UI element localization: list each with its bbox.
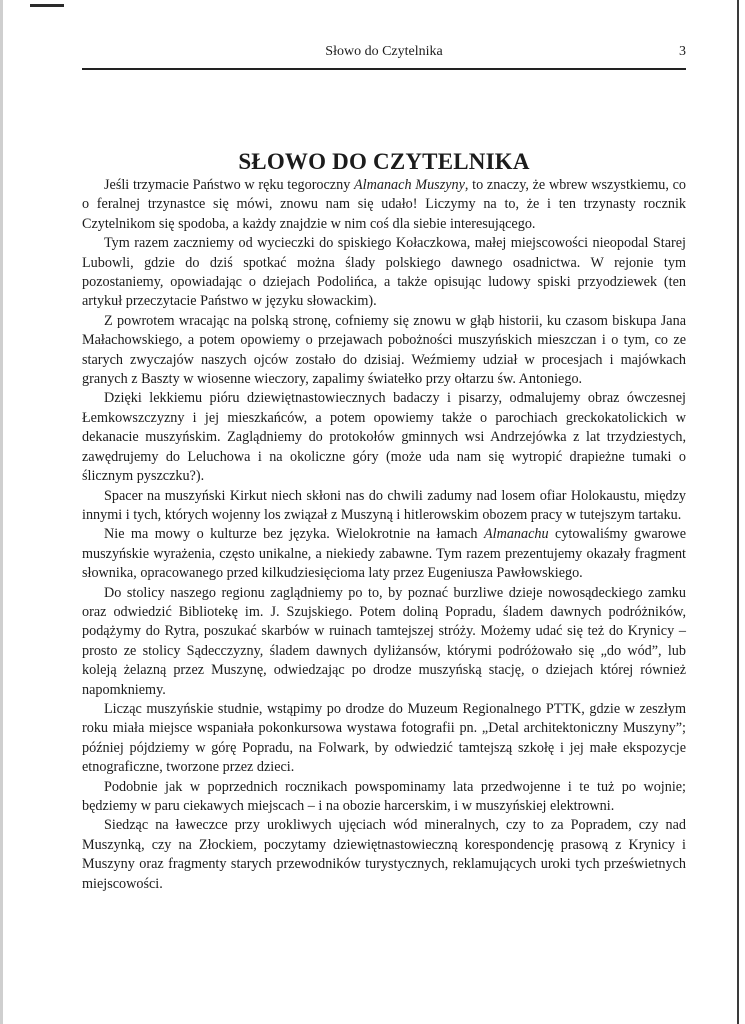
paragraph-text: Licząc muszyńskie studnie, wstąpimy po drodze do Muzeum Regionalnego PTTK, gdzie w zeszłym roku miała miejsce wspaniała pokonkursowa wystawa fotografii pn. „Detal architektoniczny Muszyny”; później pójdziemy w górę Popradu, na Folwark, by odwiedzić tamtejszą szkołę i jej małe ekspozycje etnograficzne, tworzone przez dzieci.: [82, 700, 686, 776]
paragraph-6: [82, 525, 686, 583]
paragraph-5: [82, 487, 686, 526]
paragraph-10: [82, 816, 686, 894]
paragraph-text: cytowaliśmy gwarowe muszyńskie wyrażenia, często unikalne, a niekiedy zabawne. Tym razem prezentujemy okazały fragment słownika, opracowanego przed kilkudziesięcioma laty przez Eugeniusza Pawłowskiego.: [82, 526, 686, 582]
paragraph-9: [82, 778, 686, 817]
paragraph-7: [82, 584, 686, 700]
page-edge-left: [0, 0, 3, 1024]
paragraph-8: [82, 700, 686, 778]
running-title: Słowo do Czytelnika: [325, 44, 443, 59]
paragraph-text: Nie ma mowy o kulturze bez języka. Wielokrotnie na łamach: [104, 526, 484, 543]
paragraph-text: Spacer na muszyński Kirkut niech skłoni nas do chwili zadumy nad losem ofiar Holokaustu, między innymi i tych, których wojenny los związał z Muszyną i hitlerowskim obozem pracy w tutejszym tartaku.: [82, 487, 686, 523]
article-body: [82, 176, 686, 894]
paragraph-text: Podobnie jak w poprzednich rocznikach powspominamy lata przedwojenne i te tuż po wojnie; będziemy w paru ciekawych miejscach – i na obozie harcerskim, i w muszyńskiej elektrowni.: [82, 778, 686, 814]
header-rule: [82, 68, 686, 70]
italic-title-text: Almanachu: [483, 526, 549, 543]
paragraph-2: [82, 234, 686, 312]
paragraph-text: , to znaczy, że wbrew wszystkiemu, co o feralnej trzynastce się mówi, znowu nam się udało! Liczymy na to, że i ten trzynasty rocznik Czytelnikom się spodoba, a każdy znajdzie w nim coś dla siebie interesującego.: [82, 177, 687, 232]
article-title: SŁOWO DO CZYTELNIKA: [238, 149, 530, 175]
paragraph-1: [82, 176, 686, 234]
paragraph-text: Dzięki lekkiemu pióru dziewiętnastowiecznych badaczy i pisarzy, odmalujemy obraz ówczesnej Łemkowszczyzny i jej mieszkańców, a potem opowiemy także o parochiach greckokatolickich w dekanacie muszyńskim. Zaglądniemy do protokołów gminnych wsi Andrzejówka z lat trzydziestych, zawędrujemy do Leluchowa i na okoliczne góry (może uda nam się wytropić drapieżne tumaki o ślicznym pyszczku?).: [82, 390, 686, 485]
paragraph-text: Z powrotem wracając na polską stronę, cofniemy się znowu w głąb historii, ku czasom biskupa Jana Małachowskiego, a potem opowiemy o przejawach pobożności muszyńskich mieszczan i o tym, co ze starych zwyczajów naszych ojców zostało do dzisiaj. Weźmiemy udział w procesjach i majówkach granych z Baszty w wiosenne wieczory, zapalimy światełko przy ołtarzu św. Antoniego.: [82, 312, 686, 388]
corner-mark: [30, 4, 64, 7]
running-header: [82, 44, 686, 64]
paragraph-text: Siedząc na ławeczce przy urokliwych ujęciach wód mineralnych, czy to za Popradem, czy nad Muszynką, czy na Złockiem, poczytamy dziewiętnastowieczną korespondencję prasową z Krynicy i Muszyny oraz fragmenty starych przewodników turystycznych, reklamujących uroki tych prześwietnych miejscowości.: [82, 817, 686, 892]
paragraph-3: [82, 312, 686, 390]
page-number: 3: [679, 44, 686, 59]
paragraph-text: Tym razem zaczniemy od wycieczki do spiskiego Kołaczkowa, małej miejscowości nieopodal Starej Lubowli, gdzie do dziś spotkać można ślady polskiego dawnego osadnictwa. W rejonie tym pozostaniemy, opowiadając o dziejach Podolińca, a także opisując ludowy spiski przyodziewek (ten artykuł przeczytacie Państwo w języku słowackim).: [82, 235, 686, 310]
page-edge-right: [737, 0, 739, 1024]
italic-title-text: Almanach Muszyny: [354, 177, 465, 193]
paragraph-4: [82, 389, 686, 486]
paragraph-text: Do stolicy naszego regionu zaglądniemy po to, by poznać burzliwe dzieje nowosądeckiego zamku oraz odwiedzić Bibliotekę im. J. Szujskiego. Potem doliną Popradu, śladem dawnych podróżników, podążymy do Rytra, poszukać skarbów w ruinach tamtejszej stróży. Możemy udać się też do Krynicy – prosto ze stolicy Sądecczyzny, śladem dawnych dyliżansów, którymi podróżowało się „do wód”, lub koleją żelazną przez Muszynę, odwiedzając po drodze muszyńską stację, o dziejach której również napomkniemy.: [82, 584, 686, 698]
paragraph-text: Jeśli trzymacie Państwo w ręku tegoroczny: [104, 177, 355, 193]
